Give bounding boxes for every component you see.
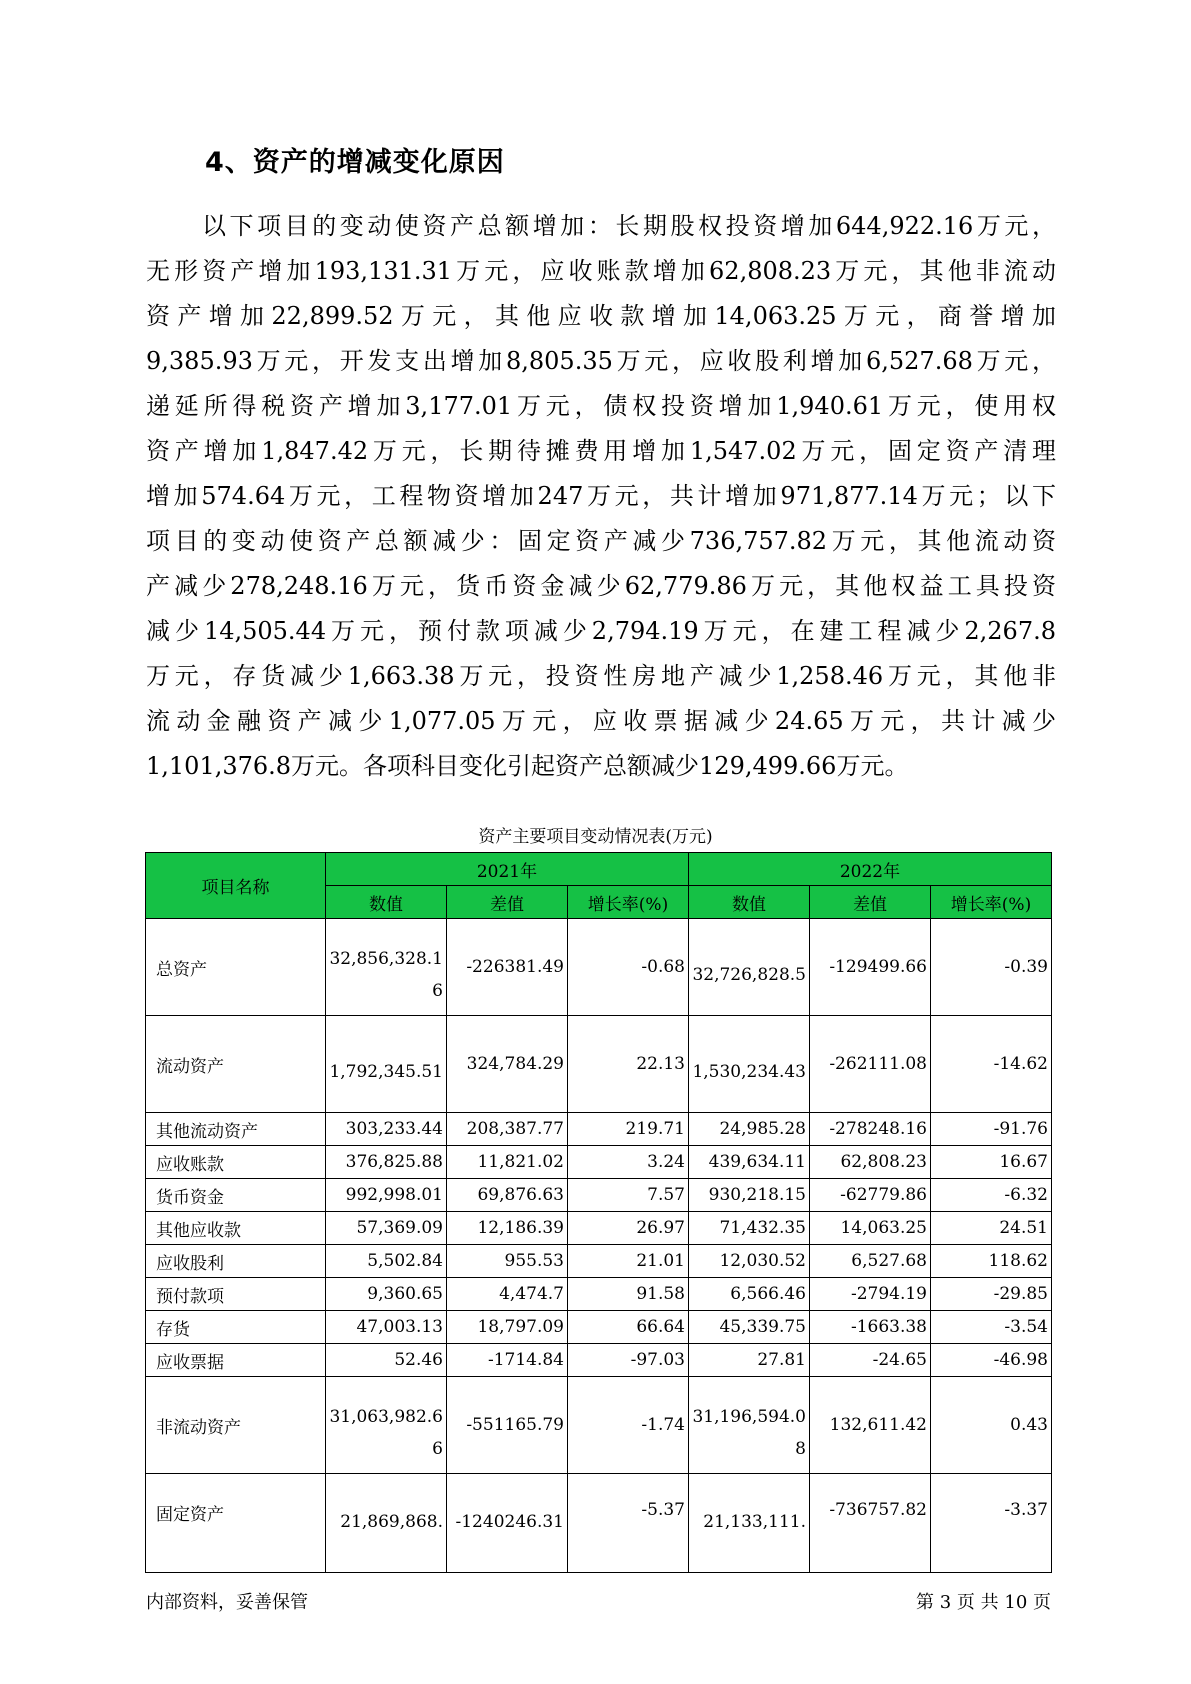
value-2021: 21,869,868. — [326, 1474, 447, 1573]
body-paragraph — [146, 204, 1056, 789]
rate-2021: 219.71 — [568, 1113, 689, 1146]
table-row — [146, 1344, 1052, 1377]
rate-2022: -0.39 — [931, 919, 1052, 1016]
diff-2021: 955.53 — [447, 1245, 568, 1278]
asset-change-table — [145, 852, 1052, 1573]
row-name: 总资产 — [146, 919, 326, 1016]
diff-2021: 18,797.09 — [447, 1311, 568, 1344]
value-2021: 9,360.65 — [326, 1278, 447, 1311]
rate-2021: 21.01 — [568, 1245, 689, 1278]
diff-2022: 62,808.23 — [810, 1146, 931, 1179]
paragraph-line: 以下项目的变动使资产总额增加：长期股权投资增加644,922.16万元， — [202, 212, 1056, 240]
value-2022: 71,432.35 — [689, 1212, 810, 1245]
table-header-row — [146, 853, 1052, 886]
value-2021: 31,063,982.66 — [326, 1377, 447, 1474]
section-heading: 4、资产的增减变化原因 — [205, 147, 505, 178]
header-item-name: 项目名称 — [146, 853, 326, 919]
rate-2022: -6.32 — [931, 1179, 1052, 1212]
table-row — [146, 1474, 1052, 1573]
value-2022: 930,218.15 — [689, 1179, 810, 1212]
header-value: 数值 — [326, 886, 447, 919]
rate-2021: -1.74 — [568, 1377, 689, 1474]
paragraph-line: 9,385.93万元，开发支出增加8,805.35万元，应收股利增加6,527.68万元， — [146, 347, 1056, 375]
footer-confidential-note: 内部资料，妥善保管 — [146, 1592, 308, 1613]
table-row — [146, 1278, 1052, 1311]
value-2021: 5,502.84 — [326, 1245, 447, 1278]
rate-2022: -29.85 — [931, 1278, 1052, 1311]
paragraph-line: 产减少278,248.16万元，货币资金减少62,779.86万元，其他权益工具投资 — [146, 572, 1056, 600]
row-name: 预付款项 — [146, 1278, 326, 1311]
value-2022: 6,566.46 — [689, 1278, 810, 1311]
row-name: 流动资产 — [146, 1016, 326, 1113]
paragraph-line: 减少14,505.44万元，预付款项减少2,794.19万元，在建工程减少2,267.8 — [146, 617, 1056, 645]
value-2021: 52.46 — [326, 1344, 447, 1377]
value-2022: 45,339.75 — [689, 1311, 810, 1344]
rate-2021: 91.58 — [568, 1278, 689, 1311]
row-name: 应收股利 — [146, 1245, 326, 1278]
row-name: 其他流动资产 — [146, 1113, 326, 1146]
diff-2022: 132,611.42 — [810, 1377, 931, 1474]
value-2021: 47,003.13 — [326, 1311, 447, 1344]
row-name: 非流动资产 — [146, 1377, 326, 1474]
value-2021: 32,856,328.16 — [326, 919, 447, 1016]
paragraph-line: 项目的变动使资产总额减少：固定资产减少736,757.82万元，其他流动资 — [146, 527, 1056, 555]
diff-2021: 11,821.02 — [447, 1146, 568, 1179]
paragraph-line: 1,101,376.8万元。各项科目变化引起资产总额减少129,499.66万元。 — [146, 752, 909, 780]
diff-2022: -262111.08 — [810, 1016, 931, 1113]
paragraph-line: 流动金融资产减少1,077.05万元，应收票据减少24.65万元，共计减少 — [146, 707, 1056, 735]
row-name: 其他应收款 — [146, 1212, 326, 1245]
row-name: 应收账款 — [146, 1146, 326, 1179]
header-diff: 差值 — [810, 886, 931, 919]
paragraph-line: 资产增加22,899.52万元，其他应收款增加14,063.25万元，商誉增加 — [146, 302, 1056, 330]
paragraph-line: 万元，存货减少1,663.38万元，投资性房地产减少1,258.46万元，其他非 — [146, 662, 1056, 690]
paragraph-line: 无形资产增加193,131.31万元，应收账款增加62,808.23万元，其他非流动 — [146, 257, 1056, 285]
value-2021: 57,369.09 — [326, 1212, 447, 1245]
table-row — [146, 1113, 1052, 1146]
rate-2021: -5.37 — [568, 1474, 689, 1573]
rate-2021: 7.57 — [568, 1179, 689, 1212]
diff-2022: 14,063.25 — [810, 1212, 931, 1245]
table-row — [146, 1377, 1052, 1474]
rate-2021: 22.13 — [568, 1016, 689, 1113]
diff-2021: -551165.79 — [447, 1377, 568, 1474]
rate-2021: 26.97 — [568, 1212, 689, 1245]
header-diff: 差值 — [447, 886, 568, 919]
value-2022: 32,726,828.5 — [689, 919, 810, 1016]
paragraph-line: 资产增加1,847.42万元，长期待摊费用增加1,547.02万元，固定资产清理 — [146, 437, 1056, 465]
row-name: 应收票据 — [146, 1344, 326, 1377]
value-2022: 31,196,594.08 — [689, 1377, 810, 1474]
diff-2021: -226381.49 — [447, 919, 568, 1016]
table-row — [146, 919, 1052, 1016]
table-caption: 资产主要项目变动情况表(万元) — [478, 827, 713, 847]
table-row — [146, 1311, 1052, 1344]
footer-page-number: 第 3 页 共 10 页 — [916, 1592, 1051, 1613]
rate-2022: -46.98 — [931, 1344, 1052, 1377]
paragraph-line: 递延所得税资产增加3,177.01万元，债权投资增加1,940.61万元，使用权 — [146, 392, 1056, 420]
diff-2021: 69,876.63 — [447, 1179, 568, 1212]
value-2021: 992,998.01 — [326, 1179, 447, 1212]
value-2021: 303,233.44 — [326, 1113, 447, 1146]
header-rate: 增长率(%) — [568, 886, 689, 919]
diff-2022: -2794.19 — [810, 1278, 931, 1311]
rate-2021: -0.68 — [568, 919, 689, 1016]
row-name: 存货 — [146, 1311, 326, 1344]
diff-2021: -1714.84 — [447, 1344, 568, 1377]
rate-2022: 0.43 — [931, 1377, 1052, 1474]
diff-2021: 324,784.29 — [447, 1016, 568, 1113]
diff-2022: -129499.66 — [810, 919, 931, 1016]
header-year-2022: 2022年 — [689, 853, 1052, 886]
rate-2022: 24.51 — [931, 1212, 1052, 1245]
diff-2022: -278248.16 — [810, 1113, 931, 1146]
diff-2022: -24.65 — [810, 1344, 931, 1377]
row-name: 货币资金 — [146, 1179, 326, 1212]
value-2022: 439,634.11 — [689, 1146, 810, 1179]
diff-2022: 6,527.68 — [810, 1245, 931, 1278]
value-2022: 1,530,234.43 — [689, 1016, 810, 1113]
rate-2021: 66.64 — [568, 1311, 689, 1344]
table-row — [146, 1179, 1052, 1212]
table-row — [146, 1016, 1052, 1113]
rate-2021: 3.24 — [568, 1146, 689, 1179]
paragraph-line: 增加574.64万元，工程物资增加247万元，共计增加971,877.14万元；以下 — [146, 482, 1056, 510]
value-2022: 24,985.28 — [689, 1113, 810, 1146]
rate-2022: -91.76 — [931, 1113, 1052, 1146]
header-rate: 增长率(%) — [931, 886, 1052, 919]
diff-2021: -1240246.31 — [447, 1474, 568, 1573]
rate-2022: -3.54 — [931, 1311, 1052, 1344]
rate-2022: -14.62 — [931, 1016, 1052, 1113]
value-2021: 376,825.88 — [326, 1146, 447, 1179]
diff-2021: 12,186.39 — [447, 1212, 568, 1245]
value-2022: 21,133,111. — [689, 1474, 810, 1573]
header-year-2021: 2021年 — [326, 853, 689, 886]
value-2022: 27.81 — [689, 1344, 810, 1377]
diff-2022: -736757.82 — [810, 1474, 931, 1573]
value-2022: 12,030.52 — [689, 1245, 810, 1278]
diff-2021: 208,387.77 — [447, 1113, 568, 1146]
row-name: 固定资产 — [146, 1474, 326, 1573]
rate-2022: -3.37 — [931, 1474, 1052, 1573]
diff-2022: -1663.38 — [810, 1311, 931, 1344]
rate-2022: 16.67 — [931, 1146, 1052, 1179]
header-value: 数值 — [689, 886, 810, 919]
diff-2021: 4,474.7 — [447, 1278, 568, 1311]
diff-2022: -62779.86 — [810, 1179, 931, 1212]
rate-2021: -97.03 — [568, 1344, 689, 1377]
table-row — [146, 1146, 1052, 1179]
value-2021: 1,792,345.51 — [326, 1016, 447, 1113]
rate-2022: 118.62 — [931, 1245, 1052, 1278]
table-row — [146, 1245, 1052, 1278]
table-row — [146, 1212, 1052, 1245]
